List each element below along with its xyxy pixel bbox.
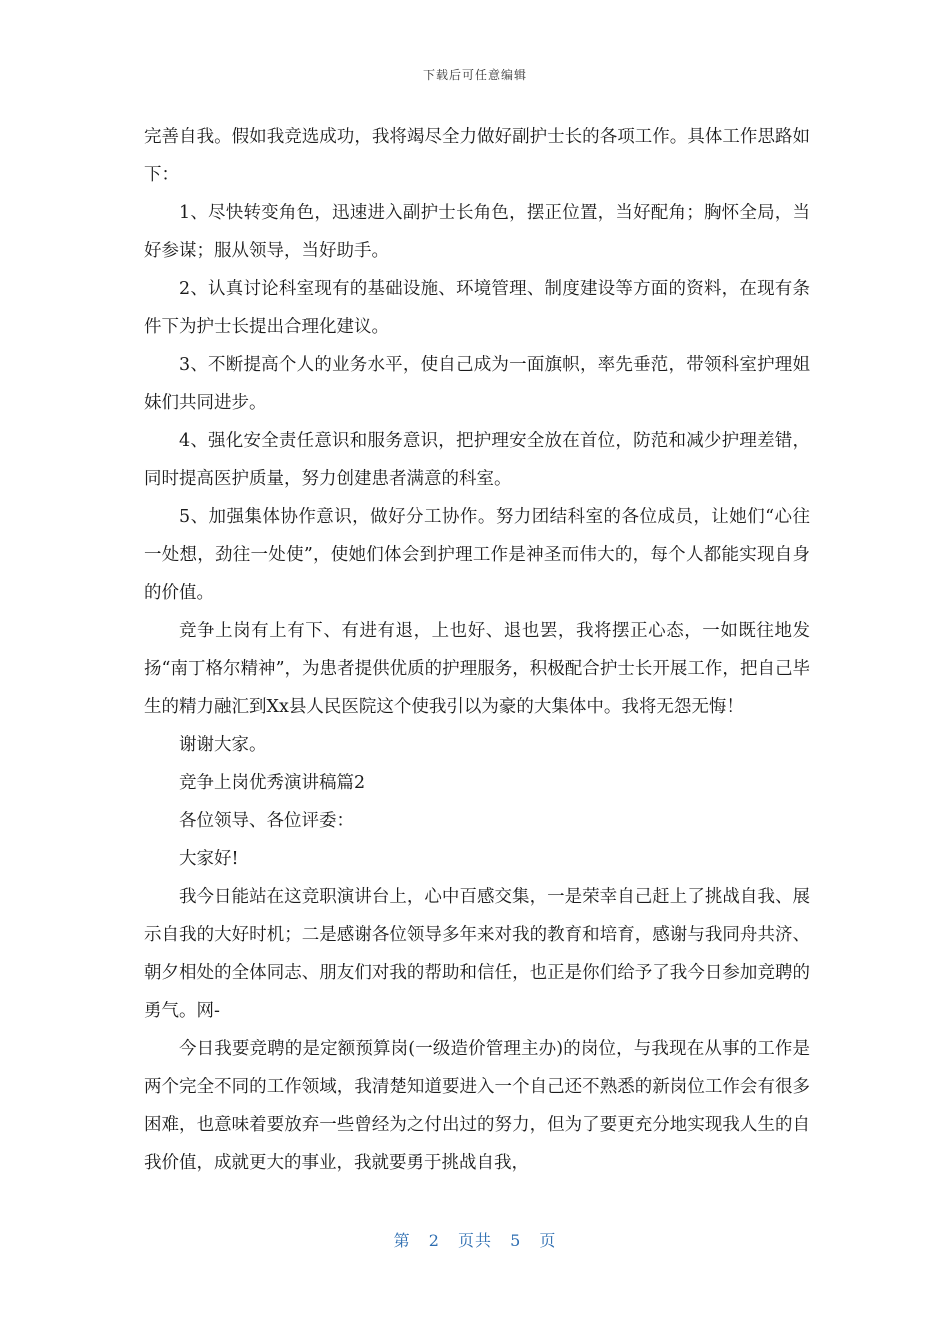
paragraph-1: 1、尽快转变角色，迅速进入副护士长角色，摆正位置，当好配角；胸怀全局，当好参谋；服从领导，当好助手。 (144, 203, 810, 261)
paragraph-5: 5、加强集体协作意识，做好分工协作。努力团结科室的各位成员，让她们“心往一处想，劲往一处使”，使她们体会到护理工作是神圣而伟大的，每个人都能实现自身的价值。 (144, 507, 810, 603)
paragraph-6: 竞争上岗有上有下、有进有退，上也好、退也罢，我将摆正心态，一如既往地发扬“南丁格尔精神”，为患者提供优质的护理服务，积极配合护士长开展工作，把自己毕生的精力融汇到Xx县人民医院这个使我引以为豪的大集体中。我将无怨无悔！ (144, 621, 810, 717)
paragraph-0: 完善自我。假如我竞选成功，我将竭尽全力做好副护士长的各项工作。具体工作思路如下： (144, 127, 810, 185)
document-body (144, 118, 810, 1182)
paragraph-4: 4、强化安全责任意识和服务意识，把护理安全放在首位，防范和减少护理差错，同时提高医护质量，努力创建患者满意的科室。 (144, 431, 810, 489)
greeting: 大家好! (179, 849, 239, 869)
paragraph-3: 3、不断提高个人的业务水平，使自己成为一面旗帜，率先垂范，带领科室护理姐妹们共同进步。 (144, 355, 810, 413)
page-footer: 第 2 页共 5 页 (393, 1231, 557, 1250)
paragraph-12: 今日我要竞聘的是定额预算岗(一级造价管理主办)的岗位，与我现在从事的工作是两个完全不同的工作领域，我清楚知道要进入一个自己还不熟悉的新岗位工作会有很多困难，也意味着要放弃一些曾经为之付出过的努力，但为了要更充分地实现我人生的自我价值，成就更大的事业，我就要勇于挑战自我， (144, 1039, 810, 1173)
page-header: 下载后可任意编辑 (422, 68, 527, 82)
section-title: 竞争上岗优秀演讲稿篇2 (179, 773, 366, 793)
salutation: 各位领导、各位评委： (179, 811, 354, 831)
paragraph-2: 2、认真讨论科室现有的基础设施、环境管理、制度建设等方面的资料，在现有条件下为护士长提出合理化建议。 (144, 279, 810, 337)
paragraph-11: 我今日能站在这竞职演讲台上，心中百感交集，一是荣幸自己赶上了挑战自我、展示自我的大好时机；二是感谢各位领导多年来对我的教育和培育，感谢与我同舟共济、朝夕相处的全体同志、朋友们对我的帮助和信任，也正是你们给予了我今日参加竞聘的勇气。网- (144, 887, 810, 1021)
paragraph-7: 谢谢大家。 (179, 735, 267, 755)
